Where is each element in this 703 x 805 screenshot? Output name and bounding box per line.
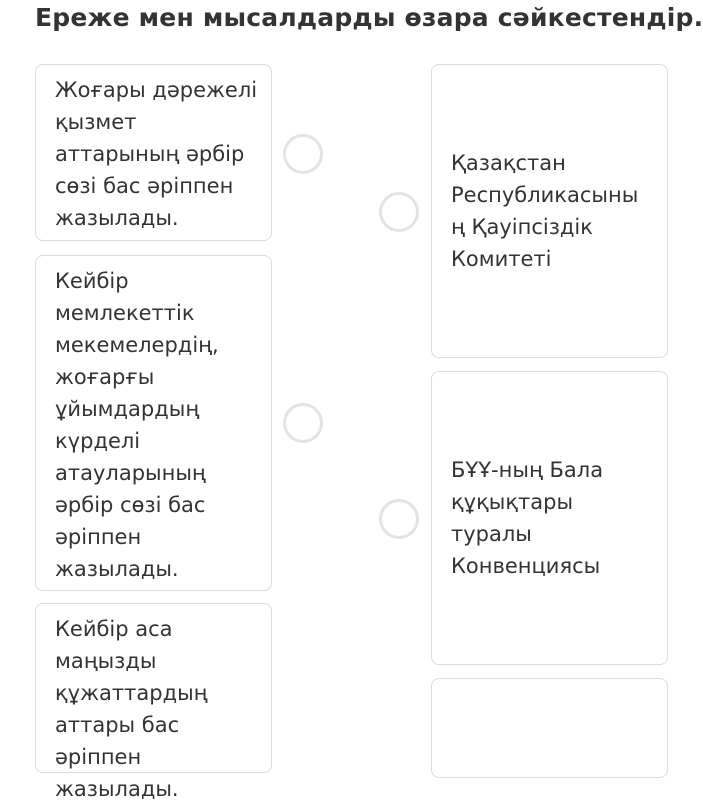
example-text-2: БҰҰ-ның Бала құқықтары туралы Конвенциясы [451, 458, 604, 578]
rule-card-2[interactable] [35, 255, 272, 591]
example-card-3[interactable] [431, 678, 668, 778]
rule-card-3[interactable] [35, 603, 272, 801]
example-text-1: Қазақстан Республикасыны ң Қауіпсіздік Комитеті [451, 151, 639, 271]
example-1-connector-radio[interactable] [379, 192, 419, 232]
rule-text-1: Жоғары дәрежелі қызмет аттарының әрбір сөзі бас әріппен жазылады. [55, 78, 258, 230]
rule-2-connector-radio[interactable] [283, 403, 323, 443]
rule-1-connector-radio[interactable] [283, 134, 323, 174]
example-card-1[interactable] [431, 64, 668, 358]
rule-text-3: Кейбір аса маңызды құжаттардың аттары бас әріппен жазылады. [55, 617, 208, 801]
rule-text-2: Кейбір мемлекеттік мекемелердің, жоғарғы ұйымдардың күрделі атауларының әрбір сөзі бас әріппен жазылады. [55, 269, 219, 581]
rule-card-1[interactable] [35, 64, 272, 241]
question-title: Ереже мен мысалдарды өзара сәйкестендір. [35, 3, 703, 32]
example-card-2[interactable] [431, 371, 668, 665]
example-2-connector-radio[interactable] [379, 499, 419, 539]
